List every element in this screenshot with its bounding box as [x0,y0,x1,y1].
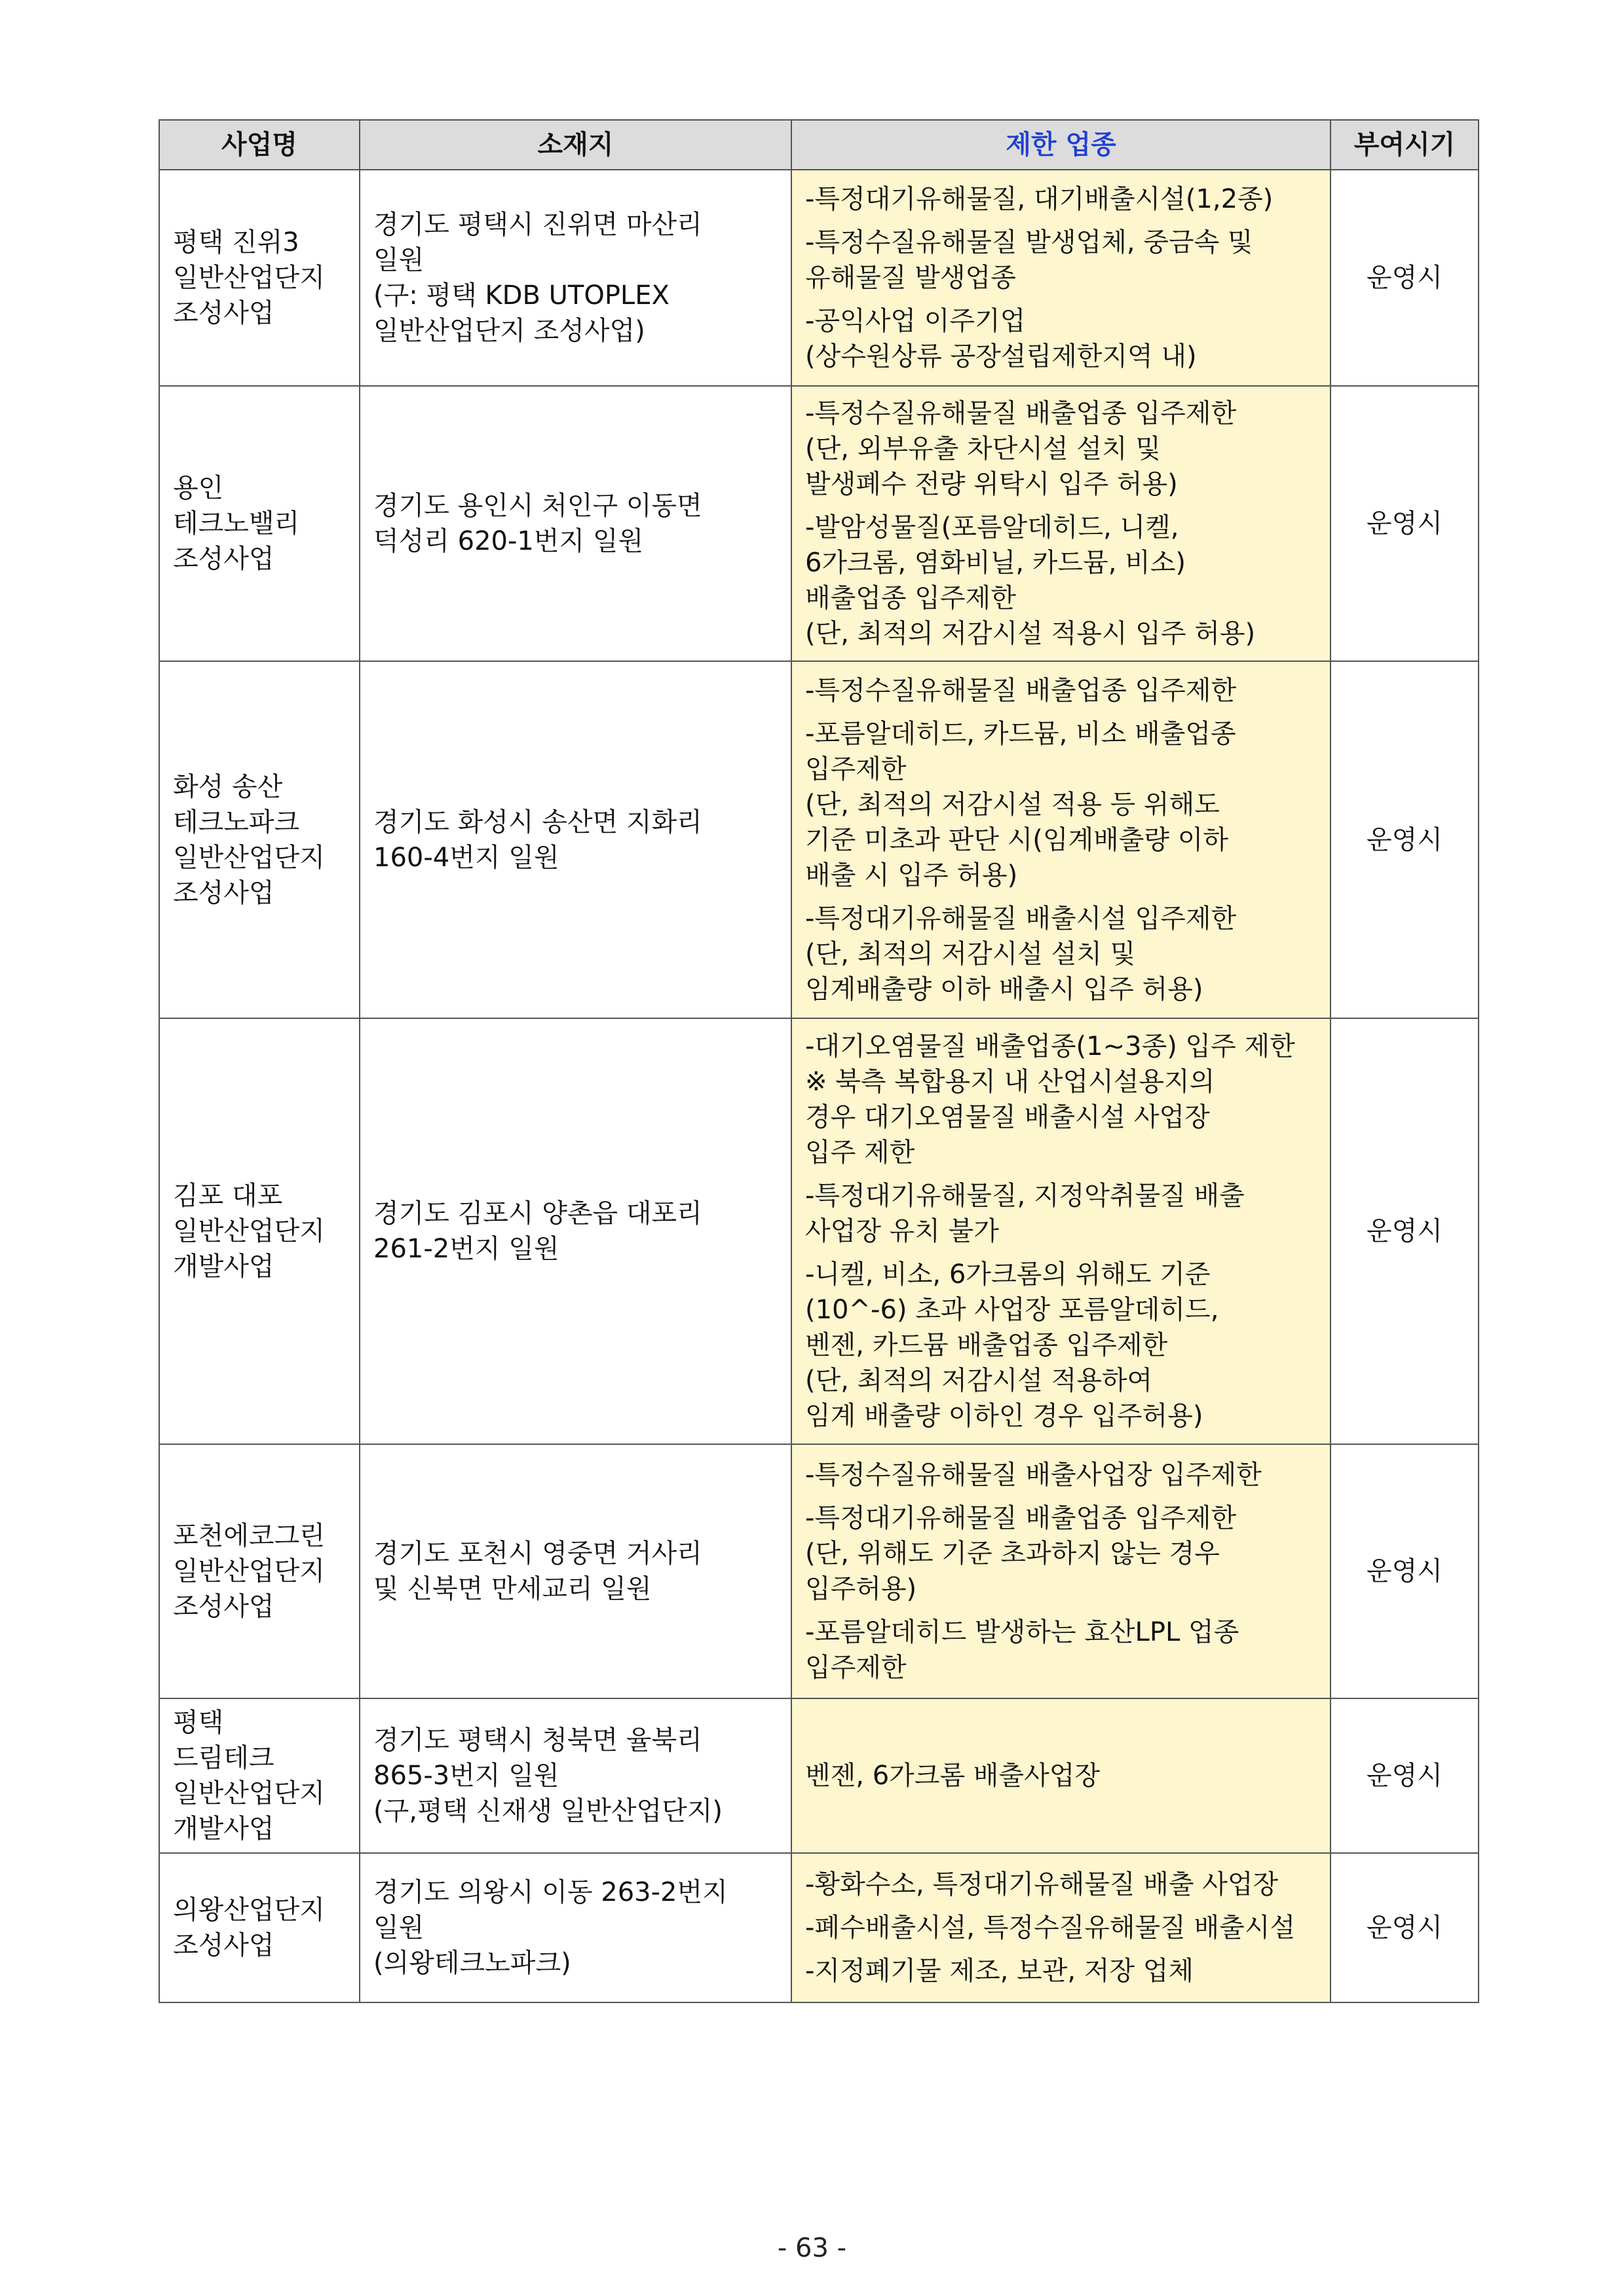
text-line: 유해물질 발생업종 [805,263,1016,293]
restriction-item [805,1257,1317,1434]
project-name-cell [159,1853,360,2002]
text-line: (상수원상류 공장설립제한지역 내) [805,341,1197,372]
restriction-item [805,1615,1317,1685]
text-line: 입주제한 [805,1653,907,1683]
text-line: 일반산업단지 조성사업) [373,316,645,346]
restriction-item [805,1457,1317,1493]
text-line: (구: 평택 KDB UTOPLEX [373,280,670,311]
project-name-cell [159,661,360,1018]
text-line: -특정수질유해물질 배출업종 입주제한 [805,675,1237,706]
text-line: -공익사업 이주기업 [805,306,1026,336]
text-line: -특정수질유해물질 발생업체, 중금속 및 [805,227,1253,258]
text-line: 경기도 평택시 진위면 마산리 [373,210,702,240]
text-line: 평택 [173,1708,224,1738]
timing-cell: 운영시 [1331,661,1479,1018]
table-row [159,1018,1479,1444]
text-line: -대기오염물질 배출업종(1~3종) 입주 제한 [805,1031,1295,1062]
restriction-item [805,510,1317,651]
timing-cell: 운영시 [1331,386,1479,661]
table-header-row [159,120,1479,170]
text-line: 기준 미초과 판단 시(임계배출량 이하 [805,824,1229,855]
text-line: 일반산업단지 [173,1556,325,1586]
timing-cell: 운영시 [1331,1444,1479,1698]
text-line: 드림테크 [173,1743,274,1773]
text-line: -특정대기유해물질 배출시설 입주제한 [805,903,1237,934]
location-cell [360,1444,791,1698]
text-line: 개발사업 [173,1252,274,1282]
regulation-table [159,119,1479,2003]
text-line: 임계 배출량 이하인 경우 입주허용) [805,1401,1203,1431]
text-line: 일원 [373,1913,425,1943]
text-line: 사업장 유치 불가 [805,1216,999,1246]
location-cell [360,1853,791,2002]
restriction-cell [791,1698,1331,1853]
text-line: 입주 제한 [805,1138,915,1168]
location-cell [360,386,791,661]
text-line: -황화수소, 특정대기유해물질 배출 사업장 [805,1869,1279,1900]
text-line: 용인 [173,473,224,503]
text-line: 입주허용) [805,1574,917,1604]
text-line: 경기도 포천시 영중면 거사리 [373,1539,702,1569]
header-restriction: 제한 업종 [791,120,1331,170]
text-line: 테크노밸리 [173,508,300,539]
text-line: -니켈, 비소, 6가크롬의 위해도 기준 [805,1259,1211,1290]
project-name-cell [159,386,360,661]
text-line: 6가크롬, 염화비닐, 카드뮴, 비소) [805,548,1186,578]
text-line: 일반산업단지 [173,1216,325,1246]
text-line: -발암성물질(포름알데히드, 니켈, [805,512,1179,543]
text-line: 벤젠, 카드뮴 배출업종 입주제한 [805,1330,1168,1360]
table-row [159,661,1479,1018]
text-line: 경기도 화성시 송산면 지화리 [373,807,702,837]
text-line: 일반산업단지 [173,1778,325,1808]
text-line: 임계배출량 이하 배출시 입주 허용) [805,974,1203,1004]
restriction-cell [791,1018,1331,1444]
text-line: 덕성리 620-1번지 일원 [373,526,644,556]
page-number: - 63 - [777,2233,847,2263]
text-line: -특정대기유해물질, 지정악취물질 배출 [805,1181,1245,1211]
text-line: 의왕산업단지 [173,1895,325,1925]
text-line: 화성 송산 [173,771,283,802]
text-line: ※ 북측 복합용지 내 산업시설용지의 [805,1067,1215,1097]
restriction-item [805,396,1317,502]
text-line: (단, 최적의 저감시설 적용시 입주 허용) [805,619,1256,649]
text-line: 경기도 의왕시 이동 263-2번지 [373,1877,728,1907]
table-row [159,1698,1479,1853]
text-line: 개발사업 [173,1814,274,1844]
text-line: -특정수질유해물질 배출사업장 입주제한 [805,1460,1262,1490]
text-line: 경기도 용인시 처인구 이동면 [373,491,702,521]
text-line: (단, 외부유출 차단시설 설치 및 [805,434,1161,464]
text-line: 포천에코그린 [173,1521,325,1551]
restriction-item [805,1758,1317,1793]
location-cell [360,1018,791,1444]
restriction-cell [791,661,1331,1018]
text-line: 경기도 김포시 양촌읍 대포리 [373,1198,702,1229]
text-line: 경기도 평택시 청북면 율북리 [373,1725,702,1755]
text-line: 발생폐수 전량 위탁시 입주 허용) [805,469,1178,499]
location-cell [360,661,791,1018]
location-cell [360,170,791,386]
text-line: -포름알데히드, 카드뮴, 비소 배출업종 [805,718,1236,749]
text-line: (단, 최적의 저감시설 설치 및 [805,938,1136,969]
text-line: (10^-6) 초과 사업장 포름알데히드, [805,1295,1219,1325]
restriction-item [805,225,1317,296]
location-cell [360,1698,791,1853]
text-line: (단, 최적의 저감시설 적용하여 [805,1366,1153,1396]
text-line: 테크노파크 [173,807,300,837]
table-row [159,1853,1479,2002]
restriction-item [805,1029,1317,1170]
text-line: 평택 진위3 [173,227,299,258]
restriction-item [805,303,1317,374]
table-row [159,1444,1479,1698]
text-line: 배출 시 입주 허용) [805,860,1018,890]
timing-cell: 운영시 [1331,170,1479,386]
text-line: (단, 위해도 기준 초과하지 않는 경우 [805,1539,1220,1569]
text-line: 입주제한 [805,754,907,784]
text-line: -폐수배출시설, 특정수질유해물질 배출시설 [805,1913,1296,1943]
restriction-item [805,673,1317,708]
restriction-cell [791,170,1331,386]
restriction-item [805,1953,1317,1989]
text-line: 김포 대포 [173,1181,283,1211]
text-line: -포름알데히드 발생하는 효산LPL 업종 [805,1617,1239,1647]
text-line: 261-2번지 일원 [373,1234,559,1264]
text-line: 일반산업단지 [173,842,325,873]
text-line: 경우 대기오염물질 배출시설 사업장 [805,1102,1210,1132]
table-row [159,386,1479,661]
restriction-item [805,716,1317,893]
text-line: -특정대기유해물질, 대기배출시설(1,2종) [805,184,1274,214]
text-line: (단, 최적의 저감시설 적용 등 위해도 [805,789,1220,820]
text-line: 조성사업 [173,298,274,328]
timing-cell: 운영시 [1331,1853,1479,2002]
text-line: 조성사업 [173,544,274,574]
restriction-item [805,1910,1317,1945]
restriction-item [805,1867,1317,1902]
timing-cell: 운영시 [1331,1698,1479,1853]
project-name-cell [159,1698,360,1853]
table-row [159,170,1479,386]
table-body [159,170,1479,2002]
text-line: 및 신북면 만세교리 일원 [373,1574,652,1604]
restriction-item [805,1178,1317,1249]
text-line: 일반산업단지 [173,263,325,293]
text-line: 벤젠, 6가크롬 배출사업장 [805,1761,1100,1791]
project-name-cell [159,1444,360,1698]
text-line: 일원 [373,245,425,275]
text-line: -특정수질유해물질 배출업종 입주제한 [805,398,1237,429]
header-timing: 부여시기 [1331,120,1479,170]
project-name-cell [159,170,360,386]
restriction-cell [791,1853,1331,2002]
restriction-cell [791,1444,1331,1698]
restriction-item [805,182,1317,217]
text-line: -지정폐기물 제조, 보관, 저장 업체 [805,1956,1194,1986]
text-line: 865-3번지 일원 [373,1761,559,1791]
restriction-item [805,1501,1317,1607]
timing-cell: 운영시 [1331,1018,1479,1444]
text-line: 조성사업 [173,877,274,908]
header-name: 사업명 [159,120,360,170]
project-name-cell [159,1018,360,1444]
text-line: 조성사업 [173,1930,274,1961]
text-line: 조성사업 [173,1592,274,1622]
restriction-cell [791,386,1331,661]
text-line: 160-4번지 일원 [373,842,559,873]
text-line: (의왕테크노파크) [373,1948,571,1978]
text-line: -특정대기유해물질 배출업종 입주제한 [805,1503,1237,1533]
text-line: 배출업종 입주제한 [805,583,1016,613]
header-location: 소재지 [360,120,791,170]
text-line: (구,평택 신재생 일반산업단지) [373,1796,723,1826]
restriction-item [805,901,1317,1007]
